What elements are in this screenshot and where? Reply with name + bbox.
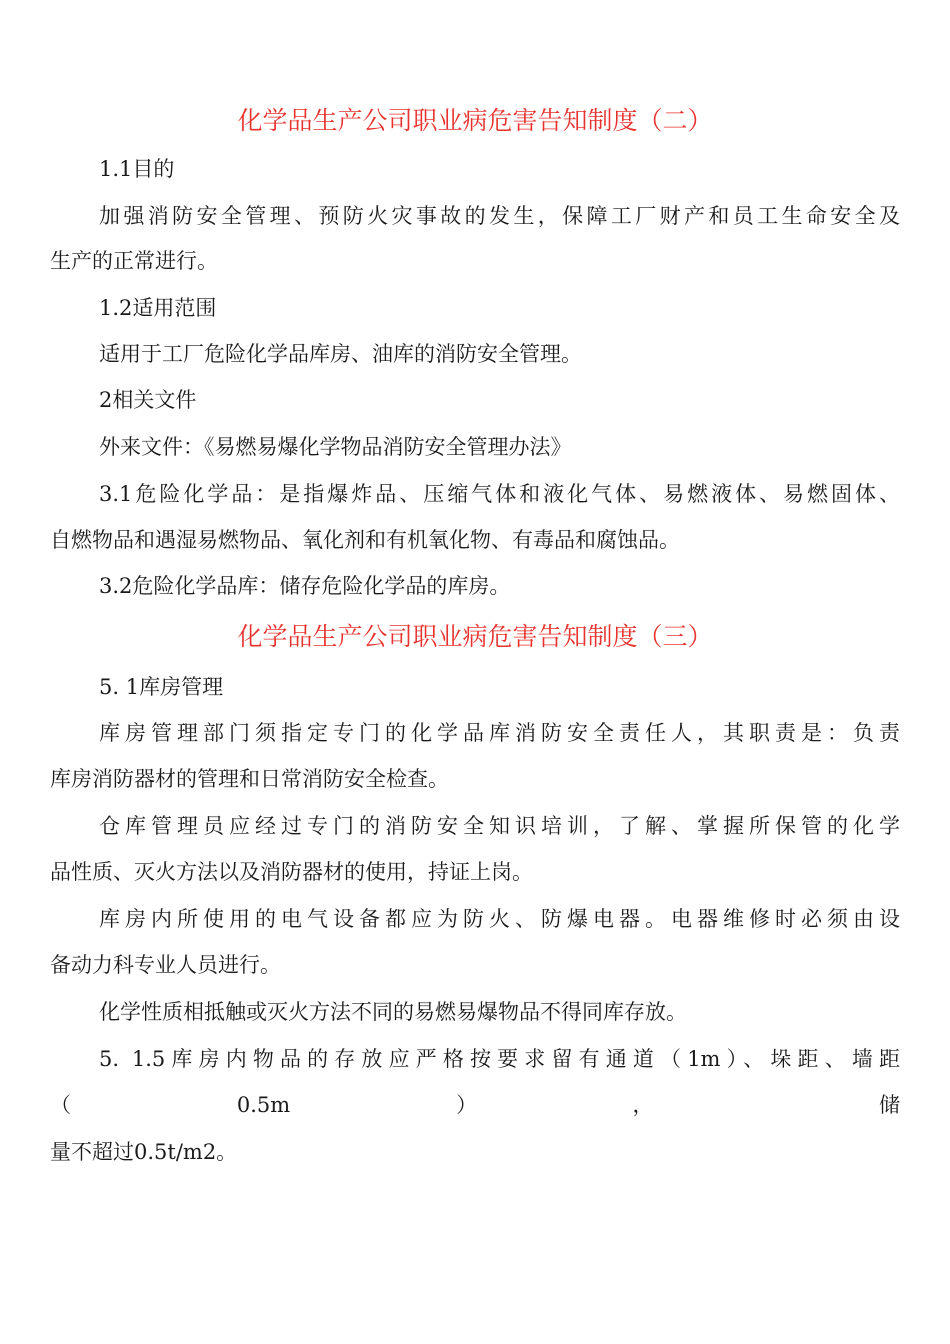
paragraph-p3-line-1: 库房内所使用的电气设备都应为防火、防爆电器。电器维修时必须由设 <box>99 907 900 931</box>
heading-2: 2相关文件 <box>99 388 197 412</box>
heading-1-2: 1.2适用范围 <box>99 296 217 320</box>
heading-1-1: 1.1目的 <box>99 157 175 181</box>
paragraph-p2-line-2: 品性质、灭火方法以及消防器材的使用，持证上岗。 <box>50 860 533 884</box>
paragraph-3-1-line-2: 自燃物品和遇湿易燃物品、氧化剂和有机氧化物、有毒品和腐蚀品。 <box>50 528 680 552</box>
paragraph-3-1-line-1: 3.1危险化学品：是指爆炸品、压缩气体和液化气体、易燃液体、易燃固体、 <box>99 482 900 506</box>
heading-5-1: 5. 1库房管理 <box>99 675 224 699</box>
paragraph-p5-line-1: 5. 1.5库房内物品的存放应严格按要求留有通道（1m）、垛距、墙距 <box>99 1047 900 1071</box>
paragraph-1-1-line-1: 加强消防安全管理、预防火灾事故的发生，保障工厂财产和员工生命安全及 <box>99 204 900 228</box>
paragraph-1-2: 适用于工厂危险化学品库房、油库的消防安全管理。 <box>99 342 582 366</box>
paragraph-p5-line-2: （ 0.5m ） ， 储 <box>50 1093 900 1117</box>
paragraph-p2-line-1: 仓库管理员应经过专门的消防安全知识培训，了解、掌握所保管的化学 <box>99 814 900 838</box>
section-title-3: 化学品生产公司职业病危害告知制度（三） <box>237 622 713 651</box>
paragraph-2: 外来文件：《易燃易爆化学物品消防安全管理办法》 <box>99 435 572 459</box>
paragraph-1-1-line-2: 生产的正常进行。 <box>50 249 218 273</box>
paragraph-p4: 化学性质相抵触或灭火方法不同的易燃易爆物品不得同库存放。 <box>99 1000 687 1024</box>
section-title-2: 化学品生产公司职业病危害告知制度（二） <box>237 106 713 135</box>
paragraph-p1-line-1: 库房管理部门须指定专门的化学品库消防安全责任人，其职责是：负责 <box>99 721 900 745</box>
paragraph-p1-line-2: 库房消防器材的管理和日常消防安全检查。 <box>50 767 449 791</box>
paragraph-p5-line-3: 量不超过0.5t/m2。 <box>50 1140 238 1164</box>
paragraph-p3-line-2: 备动力科专业人员进行。 <box>50 953 281 977</box>
paragraph-3-2: 3.2危险化学品库：储存危险化学品的库房。 <box>99 574 511 598</box>
